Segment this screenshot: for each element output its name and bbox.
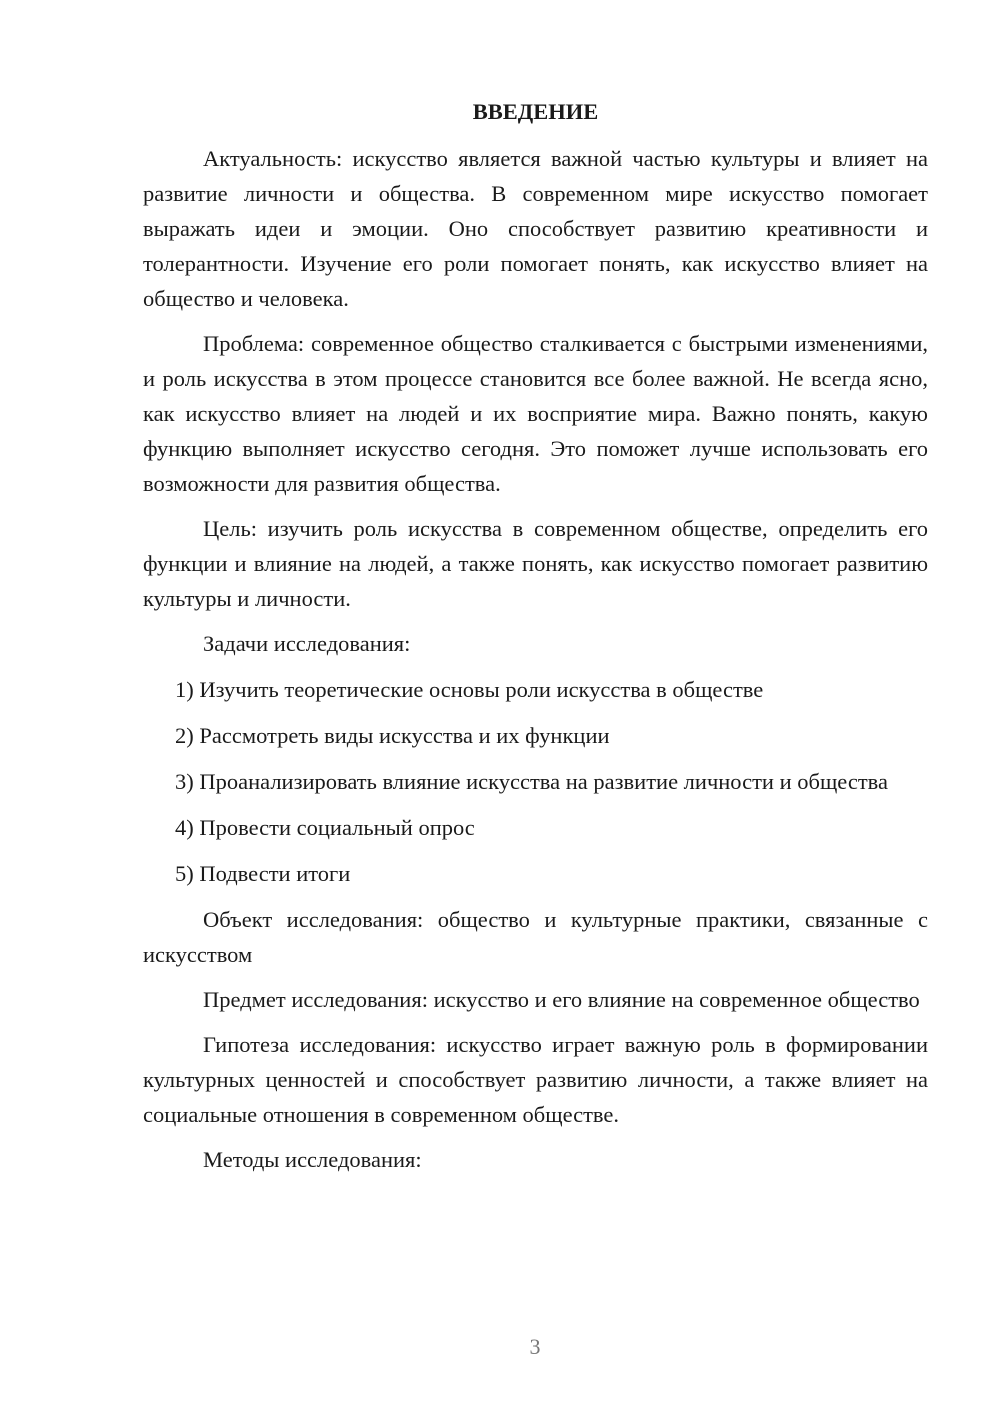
- task-item: 1) Изучить теоретические основы роли искусства в обществе: [175, 677, 764, 702]
- task-item: 4) Провести социальный опрос: [175, 815, 475, 840]
- tasks-heading: Задачи исследования:: [203, 631, 411, 656]
- paragraph-hypothesis: Гипотеза исследования: искусство играет важную роль в формировании культурных ценностей и способствует развитию личности, а также влияет на социальные отношения в современном обществе.: [143, 1032, 928, 1127]
- task-item: 2) Рассмотреть виды искусства и их функции: [175, 723, 610, 748]
- paragraph-relevance: Актуальность: искусство является важной частью культуры и влияет на развитие личности и общества. В современном мире искусство помогает выражать идеи и эмоции. Оно способствует развитию креативности и толерантности. Изучение его роли помогает понять, как искусство влияет на общество и человека.: [143, 146, 928, 311]
- paragraph-goal: Цель: изучить роль искусства в современном обществе, определить его функции и влияние на людей, а также понять, как искусство помогает развитию культуры и личности.: [143, 516, 928, 611]
- task-item: 5) Подвести итоги: [175, 861, 351, 886]
- page-content: [143, 94, 928, 1188]
- paragraph-object: Объект исследования: общество и культурные практики, связанные с искусством: [143, 907, 928, 967]
- task-item: 3) Проанализировать влияние искусства на развитие личности и общества: [175, 769, 888, 794]
- paragraph-problem: Проблема: современное общество сталкивается с быстрыми изменениями, и роль искусства в этом процессе становится все более важной. Не всегда ясно, как искусство влияет на людей и их восприятие мира. Важно понять, какую функцию выполняет искусство сегодня. Это поможет лучше использовать его возможности для развития общества.: [143, 331, 928, 496]
- methods-heading: Методы исследования:: [203, 1147, 422, 1172]
- section-title: ВВЕДЕНИЕ: [472, 99, 599, 124]
- paragraph-subject: Предмет исследования: искусство и его влияние на современное общество: [203, 987, 920, 1012]
- page-number: 3: [529, 1334, 541, 1359]
